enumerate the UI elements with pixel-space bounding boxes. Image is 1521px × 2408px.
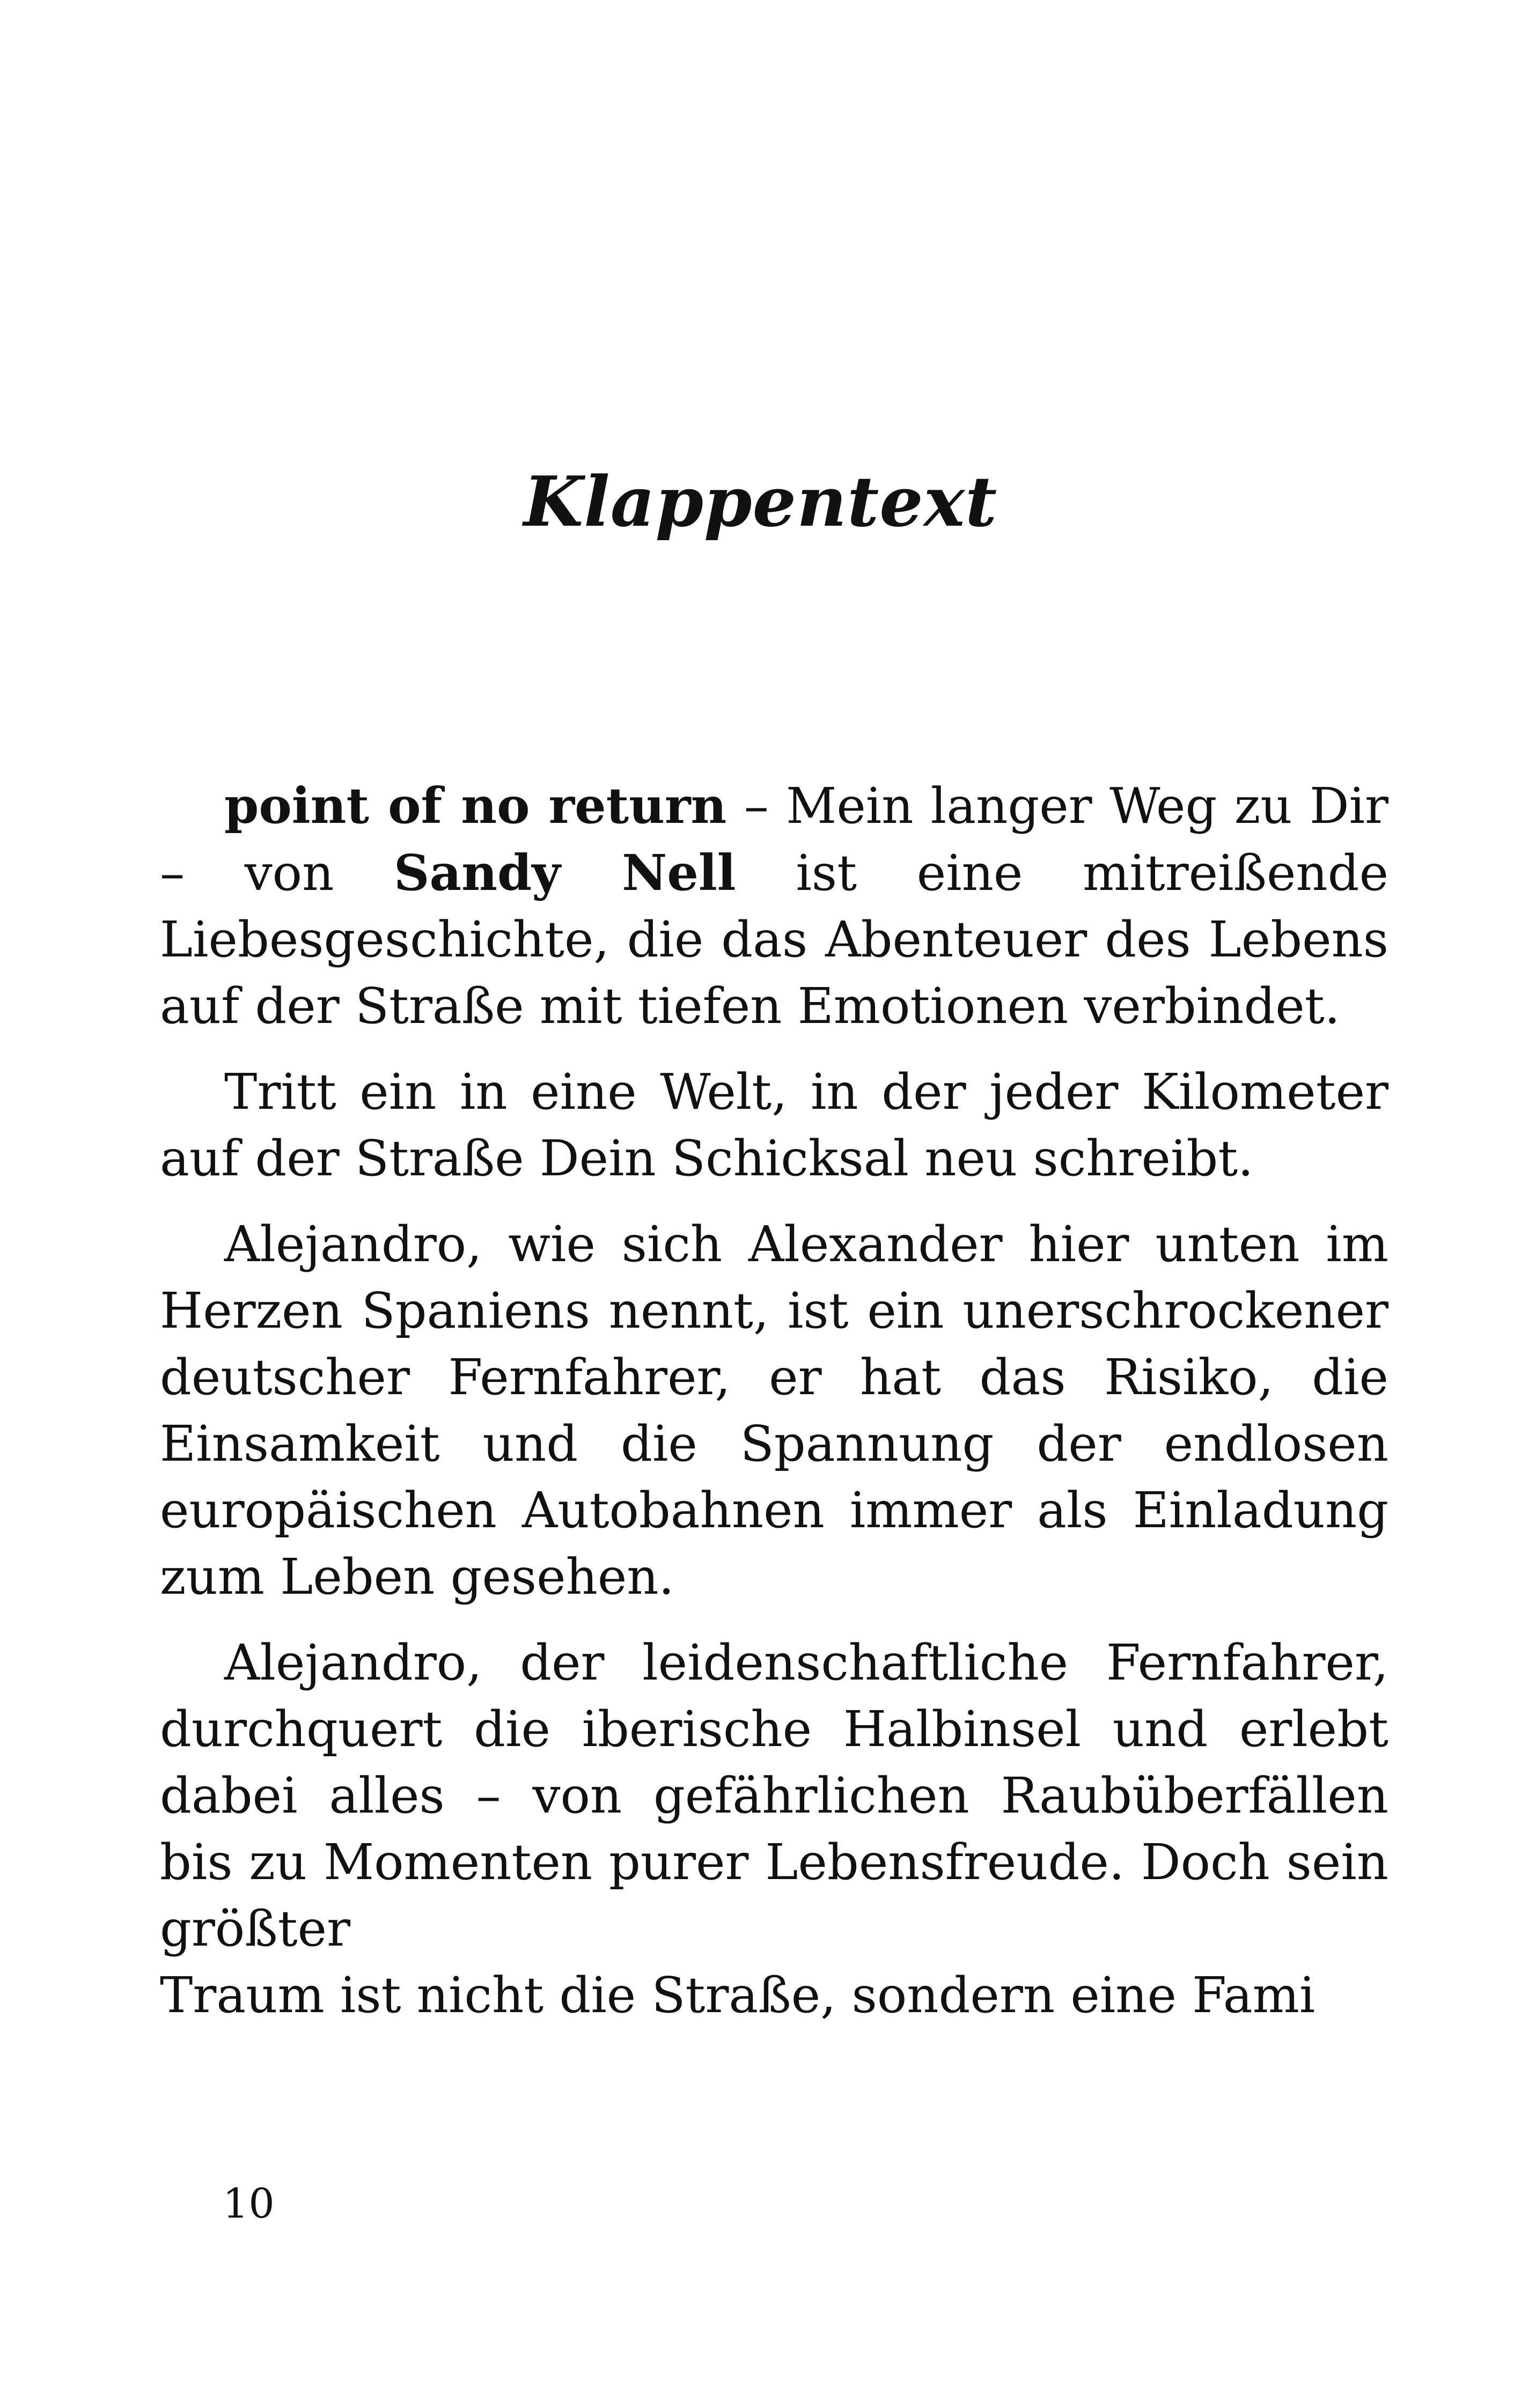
page-number: 10 — [223, 2179, 275, 2227]
page-title: Klappentext — [523, 462, 998, 542]
paragraph-4-text: Alejandro, der leidenschaftliche Fernfahrer, durchquert die iberische Halbinsel und erlebt dabei alles – von gefährlichen Raubüberfällen bis zu Momenten purer Lebensfreude. Doch sein größter — [160, 1634, 1388, 1957]
paragraph-1-rest: ist eine mitreißende Liebesgeschichte, die das Abenteuer des Lebens auf der Straße mit tiefen Emotionen verbindet. — [160, 844, 1389, 1035]
paragraph-4 — [160, 1630, 1388, 2029]
author-name-bold: Sandy Nell — [394, 844, 736, 902]
book-title-bold: point of no return — [224, 777, 727, 835]
paragraph-4-cut-line: Traum ist nicht die Straße, sondern eine Fami — [160, 1967, 1316, 2024]
body-text — [160, 772, 1388, 2048]
paragraph-3: Alejandro, wie sich Alexander hier unten im Herzen Spaniens nennt, ist ein unerschrockener deutscher Fernfahrer, er hat das Risiko, die Einsamkeit und die Spannung der endlosen europäischen Autobahnen immer als Einladung zum Leben gesehen. — [160, 1216, 1388, 1606]
paragraph-2: Tritt ein in eine Welt, in der jeder Kilometer auf der Straße Dein Schicksal neu schreibt. — [160, 1063, 1388, 1187]
paragraph-1-subtitle: – Mein langer Weg zu Dir – von — [160, 777, 1388, 902]
paragraph-1 — [160, 772, 1388, 1040]
